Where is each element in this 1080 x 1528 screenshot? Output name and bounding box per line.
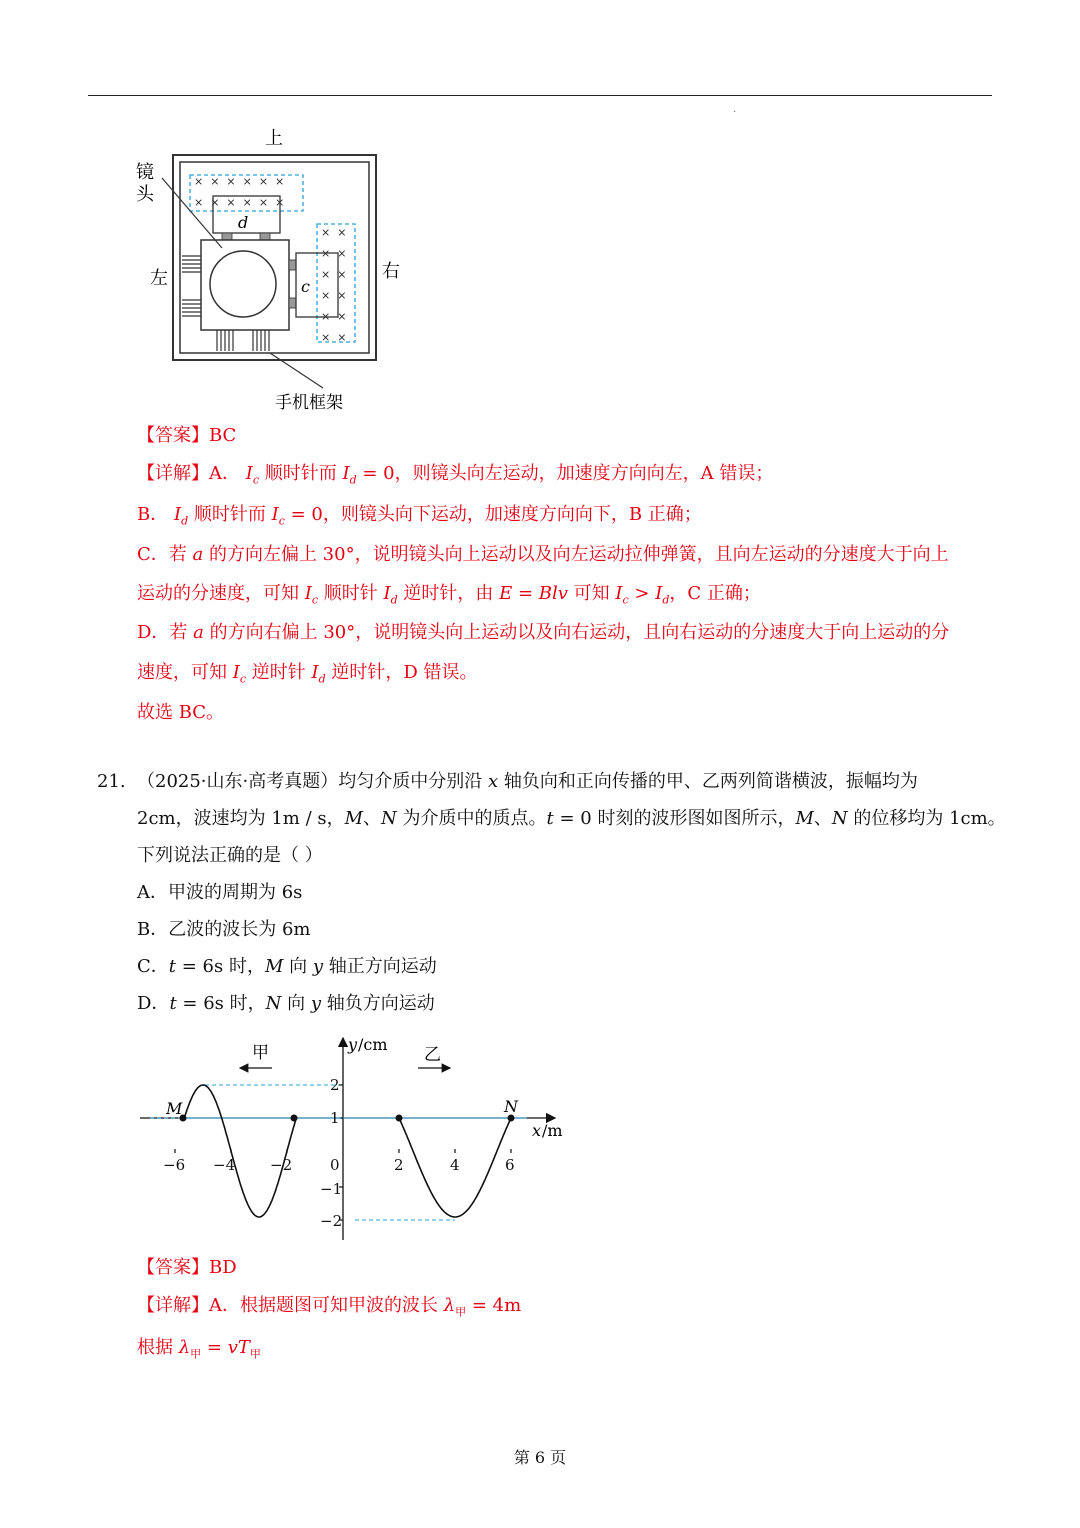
ytick-n1: −1 (320, 1180, 343, 1198)
svg-text:× ×: × × (321, 247, 347, 260)
ytick-2: 2 (330, 1076, 340, 1094)
explanation-d2: 速度，可知 $I_c$ 逆时针 $I_d$ 逆时针，D 错误。 (137, 662, 478, 686)
lens-diagram (120, 120, 420, 420)
xtick-0: 0 (330, 1156, 340, 1174)
explanation-a: 【详解】A． $I_c$ 顺时针而 $I_d = 0$，则镜头向左运动，加速度方向向左，A 错误； (137, 463, 774, 487)
ytick-1: 1 (330, 1109, 340, 1127)
label-frame: 手机框架 (275, 393, 343, 413)
wave-yi (399, 1118, 511, 1217)
label-c: c (301, 277, 310, 296)
svg-text:× ×: × × (321, 310, 347, 323)
answer-20: 【答案】BC (137, 425, 237, 446)
label-lens-2: 头 (136, 184, 154, 205)
xtick-n2: −2 (270, 1156, 293, 1174)
option-a: A．甲波的周期为 6s (137, 882, 303, 903)
option-b: B．乙波的波长为 6m (137, 919, 311, 940)
label-m: M (166, 1099, 183, 1118)
question-21-line2: 2cm，波速均为 1m / s，M、N 为介质中的质点。t = 0 时刻的波形图如图所示，M、N 的位移均为 1cm。 (137, 808, 1006, 829)
xtick-n4: −4 (213, 1156, 236, 1174)
wave-label-yi: 乙 (424, 1045, 441, 1065)
svg-text:× ×: × × (321, 289, 347, 302)
svg-text:× ×: × × (321, 268, 347, 281)
explanation-21-formula: 根据 $\lambda_甲 = vT_甲$ (137, 1337, 261, 1361)
explanation-c1: C．若 a 的方向左偏上 30°，说明镜头向上运动以及向左运动拉伸弹簧，且向左运动的分速度大于向上 (137, 544, 949, 565)
header-rule (88, 95, 992, 96)
header-dot: · (733, 107, 737, 118)
label-left: 左 (150, 268, 168, 289)
svg-text:× × × × × ×: × × × × × × (194, 196, 285, 209)
explanation-d1: D．若 a 的方向右偏上 30°，说明镜头向上运动以及向右运动，且向右运动的分速度大于向上运动的分 (137, 622, 950, 643)
point-right-start (396, 1115, 403, 1122)
explanation-b: B． $I_d$ 顺时针而 $I_c = 0$，则镜头向下运动，加速度方向向下，B 正确； (137, 504, 702, 528)
option-d: D．t = 6s 时，N 向 y 轴负方向运动 (137, 993, 435, 1014)
svg-text:× ×: × × (321, 226, 347, 239)
ytick-n2: −2 (320, 1212, 343, 1230)
label-n: N (504, 1097, 518, 1116)
question-21-line1: （2025·山东·高考真题）均匀介质中分别沿 x 轴负向和正向传播的甲、乙两列简谐横波，振幅均为 (137, 771, 918, 792)
svg-text:× × × × × ×: × × × × × × (194, 175, 285, 188)
conclusion-20: 故选 BC。 (137, 702, 225, 723)
xtick-n6: −6 (163, 1156, 186, 1174)
answer-21: 【答案】BD (137, 1257, 237, 1278)
question-21-line3: 下列说法正确的是（ ） (137, 845, 323, 866)
label-right: 右 (382, 261, 400, 282)
wave-label-jia: 甲 (252, 1043, 269, 1063)
label-top: 上 (265, 128, 283, 149)
xtick-6: 6 (505, 1156, 515, 1174)
wave-jia (184, 1085, 296, 1217)
label-d: d (238, 213, 249, 232)
explanation-c2: 运动的分速度，可知 $I_c$ 顺时针 $I_d$ 逆时针，由 E = Blv 可知 $I_c > I_d$，C 正确； (137, 583, 761, 607)
y-axis-label: y (348, 1035, 358, 1054)
svg-text:/m: /m (542, 1121, 563, 1140)
explanation-21-a: 【详解】A．根据题图可知甲波的波长 $\lambda_甲 = 4m$ (137, 1295, 522, 1319)
page-footer: 第 6 页 (513, 1448, 567, 1467)
x-axis-label: x (532, 1121, 542, 1140)
option-c: C．t = 6s 时，M 向 y 轴正方向运动 (137, 956, 437, 977)
wave-curves (130, 1030, 570, 1245)
xtick-2: 2 (394, 1156, 404, 1174)
point-left-end (291, 1115, 298, 1122)
label-lens: 镜 (136, 162, 154, 183)
svg-text:× ×: × × (321, 331, 347, 344)
svg-text:/cm: /cm (358, 1035, 388, 1054)
xtick-4: 4 (450, 1156, 460, 1174)
question-21-number: 21. (97, 771, 126, 792)
